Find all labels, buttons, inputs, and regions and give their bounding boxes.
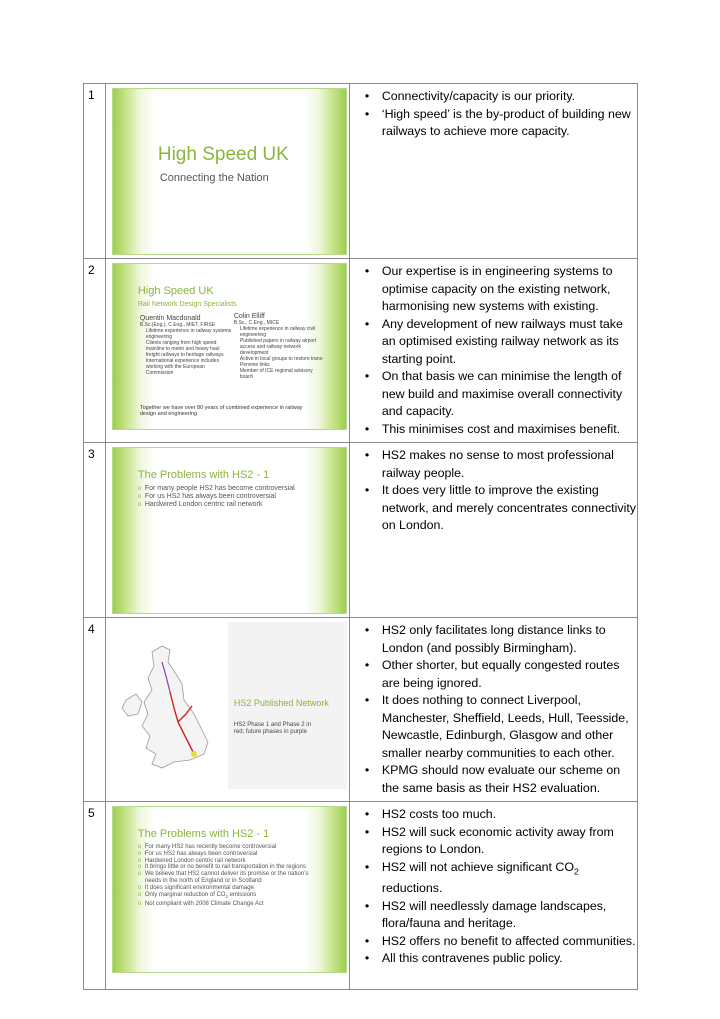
list-item: • On that basis we can minimise the length of new build and maximise overall connectivity and capacity.	[382, 368, 637, 421]
person-colin	[234, 313, 324, 380]
slide-number-text: 2	[88, 263, 95, 277]
list-item: o For many HS2 has recently become controversial	[138, 844, 323, 851]
table-row	[84, 84, 638, 259]
slide-cell	[105, 84, 349, 259]
person-name: Colin Elliff	[233, 313, 265, 320]
table-row	[84, 259, 638, 443]
person-item: Lifetime experience in railway systems engineering	[145, 328, 232, 340]
list-item: • HS2 will suck economic activity away from regions to London.	[382, 824, 637, 859]
uk-map-image	[112, 622, 228, 789]
slide-cell	[105, 802, 349, 990]
list-item: • It does very little to improve the existing network, and merely concentrates connectivity on London.	[382, 482, 637, 535]
notes-cell	[349, 84, 637, 259]
list-item: • This minimises cost and maximises benefit.	[382, 421, 637, 439]
table-row	[84, 618, 638, 802]
notes-list	[350, 622, 637, 797]
slide-bullets	[138, 485, 318, 509]
list-item: • HS2 will needlessly damage landscapes, flora/fauna and heritage.	[382, 898, 637, 933]
notes-list	[350, 88, 637, 141]
notes-list	[350, 263, 637, 438]
slide-title: HS2 Published Network	[233, 698, 329, 708]
list-item: • Any development of new railways must take an optimised existing railway network as its starting point.	[382, 316, 637, 369]
slide-title: High Speed UK	[137, 285, 214, 297]
slide-title: The Problems with HS2 - 1	[137, 828, 270, 840]
slide-number-text: 4	[88, 622, 95, 636]
list-item: • It does nothing to connect Liverpool, Manchester, Sheffield, Leeds, Hull, Teesside, Newcastle, Edinburgh, Glasgow and other smaller nearby communities to each other.	[382, 692, 637, 762]
list-item: • All this contravenes public policy.	[382, 950, 637, 968]
list-item: • HS2 only facilitates long distance links to London (and possibly Birmingham).	[382, 622, 637, 657]
person-item: Published papers in railway airport access and railway network development	[239, 338, 317, 356]
person-quals: B.Sc.(Eng.), C.Eng., MIET, FIRSE	[139, 322, 216, 328]
slide-title: The Problems with HS2 - 1	[137, 469, 270, 481]
list-item: o Hardwired London centric rail network	[138, 501, 318, 509]
slide-number-text: 3	[88, 447, 95, 461]
list-item: • Connectivity/capacity is our priority.	[382, 88, 637, 106]
list-item: • HS2 costs too much.	[382, 806, 637, 824]
slide-cell	[105, 443, 349, 618]
slide-number	[84, 802, 106, 990]
slide-thumbnail	[112, 447, 347, 614]
person-name: Quentin Macdonald	[139, 315, 201, 322]
list-item: o Not compliant with 2008 Climate Change Act	[138, 901, 323, 908]
slide-footer: Together we have over 80 years of combined experience in railway design and engineering	[139, 405, 303, 417]
slide-number	[84, 443, 106, 618]
list-item: o It does significant environmental damage	[138, 885, 323, 892]
notes-list	[350, 447, 637, 535]
notes-cell	[349, 618, 637, 802]
slide-cell	[105, 618, 349, 802]
slide-thumbnail	[112, 263, 347, 430]
slide-thumbnail	[112, 88, 347, 255]
table-row	[84, 802, 638, 990]
notes-cell	[349, 443, 637, 618]
list-item: o Hardwired London centric rail network	[138, 858, 323, 865]
notes-cell	[349, 259, 637, 443]
person-item: International experience includes working with the European Commission	[145, 358, 219, 376]
person-item: Active in local groups to restore trans-Pennine links	[239, 356, 324, 368]
slide-thumbnail	[112, 622, 347, 789]
slide-number	[84, 259, 106, 443]
list-item: o For us HS2 has always been controversial	[138, 851, 323, 858]
list-item: o We believe that HS2 cannot deliver its promise or the nation’s needs in the north of England or in Scotland	[138, 871, 323, 885]
notes-list	[350, 806, 637, 968]
slide-number	[84, 618, 106, 802]
person-item: Member of ICE regional advisory board	[239, 368, 313, 380]
slide-number-text: 1	[88, 88, 95, 102]
list-item: • ‘High speed’ is the by-product of building new railways to achieve more capacity.	[382, 106, 637, 141]
person-item: Clients ranging from high speed mainline to metro and heavy haul freight railways to heritage railways	[145, 340, 224, 358]
slide-number	[84, 84, 106, 259]
table-row	[84, 443, 638, 618]
slide-title: High Speed UK	[157, 144, 289, 165]
slide-cell	[105, 259, 349, 443]
slide-caption: HS2 Phase 1 and Phase 2 in red; future phases in purple	[233, 722, 311, 735]
slide-bullets	[138, 844, 323, 907]
slide-subtitle: Rail Network Design Specialists	[137, 301, 237, 308]
slide-subtitle: Connecting the Nation	[159, 172, 269, 184]
list-item: • Other shorter, but equally congested routes are being ignored.	[382, 657, 637, 692]
list-item: o Only marginal reduction of $CO_2$ emissions	[138, 892, 323, 901]
list-item: o For us HS2 has always been controversial	[138, 493, 318, 501]
person-quals: B.Sc., C.Eng., MICE	[233, 320, 280, 326]
list-item: • KPMG should now evaluate our scheme on the same basis as their HS2 evaluation.	[382, 762, 637, 797]
list-item: • Our expertise is in engineering systems to optimise capacity on the existing network, harmonising new systems with existing.	[382, 263, 637, 316]
list-item: o For many people HS2 has become controversial	[138, 485, 318, 493]
person-quentin	[140, 315, 232, 376]
list-item: o It brings little or no benefit to rail transportation in the regions	[138, 864, 323, 871]
person-item: Lifetime experience in railway civil engineering	[239, 326, 316, 338]
handout-table	[83, 83, 638, 990]
caption-panel	[228, 622, 347, 789]
slide-number-text: 5	[88, 806, 95, 820]
list-item: • HS2 will not achieve significant $CO_2$ reductions.	[382, 859, 637, 898]
list-item: • HS2 offers no benefit to affected communities.	[382, 933, 637, 951]
slide-thumbnail	[112, 806, 347, 973]
list-item: • HS2 makes no sense to most professional railway people.	[382, 447, 637, 482]
notes-cell	[349, 802, 637, 990]
